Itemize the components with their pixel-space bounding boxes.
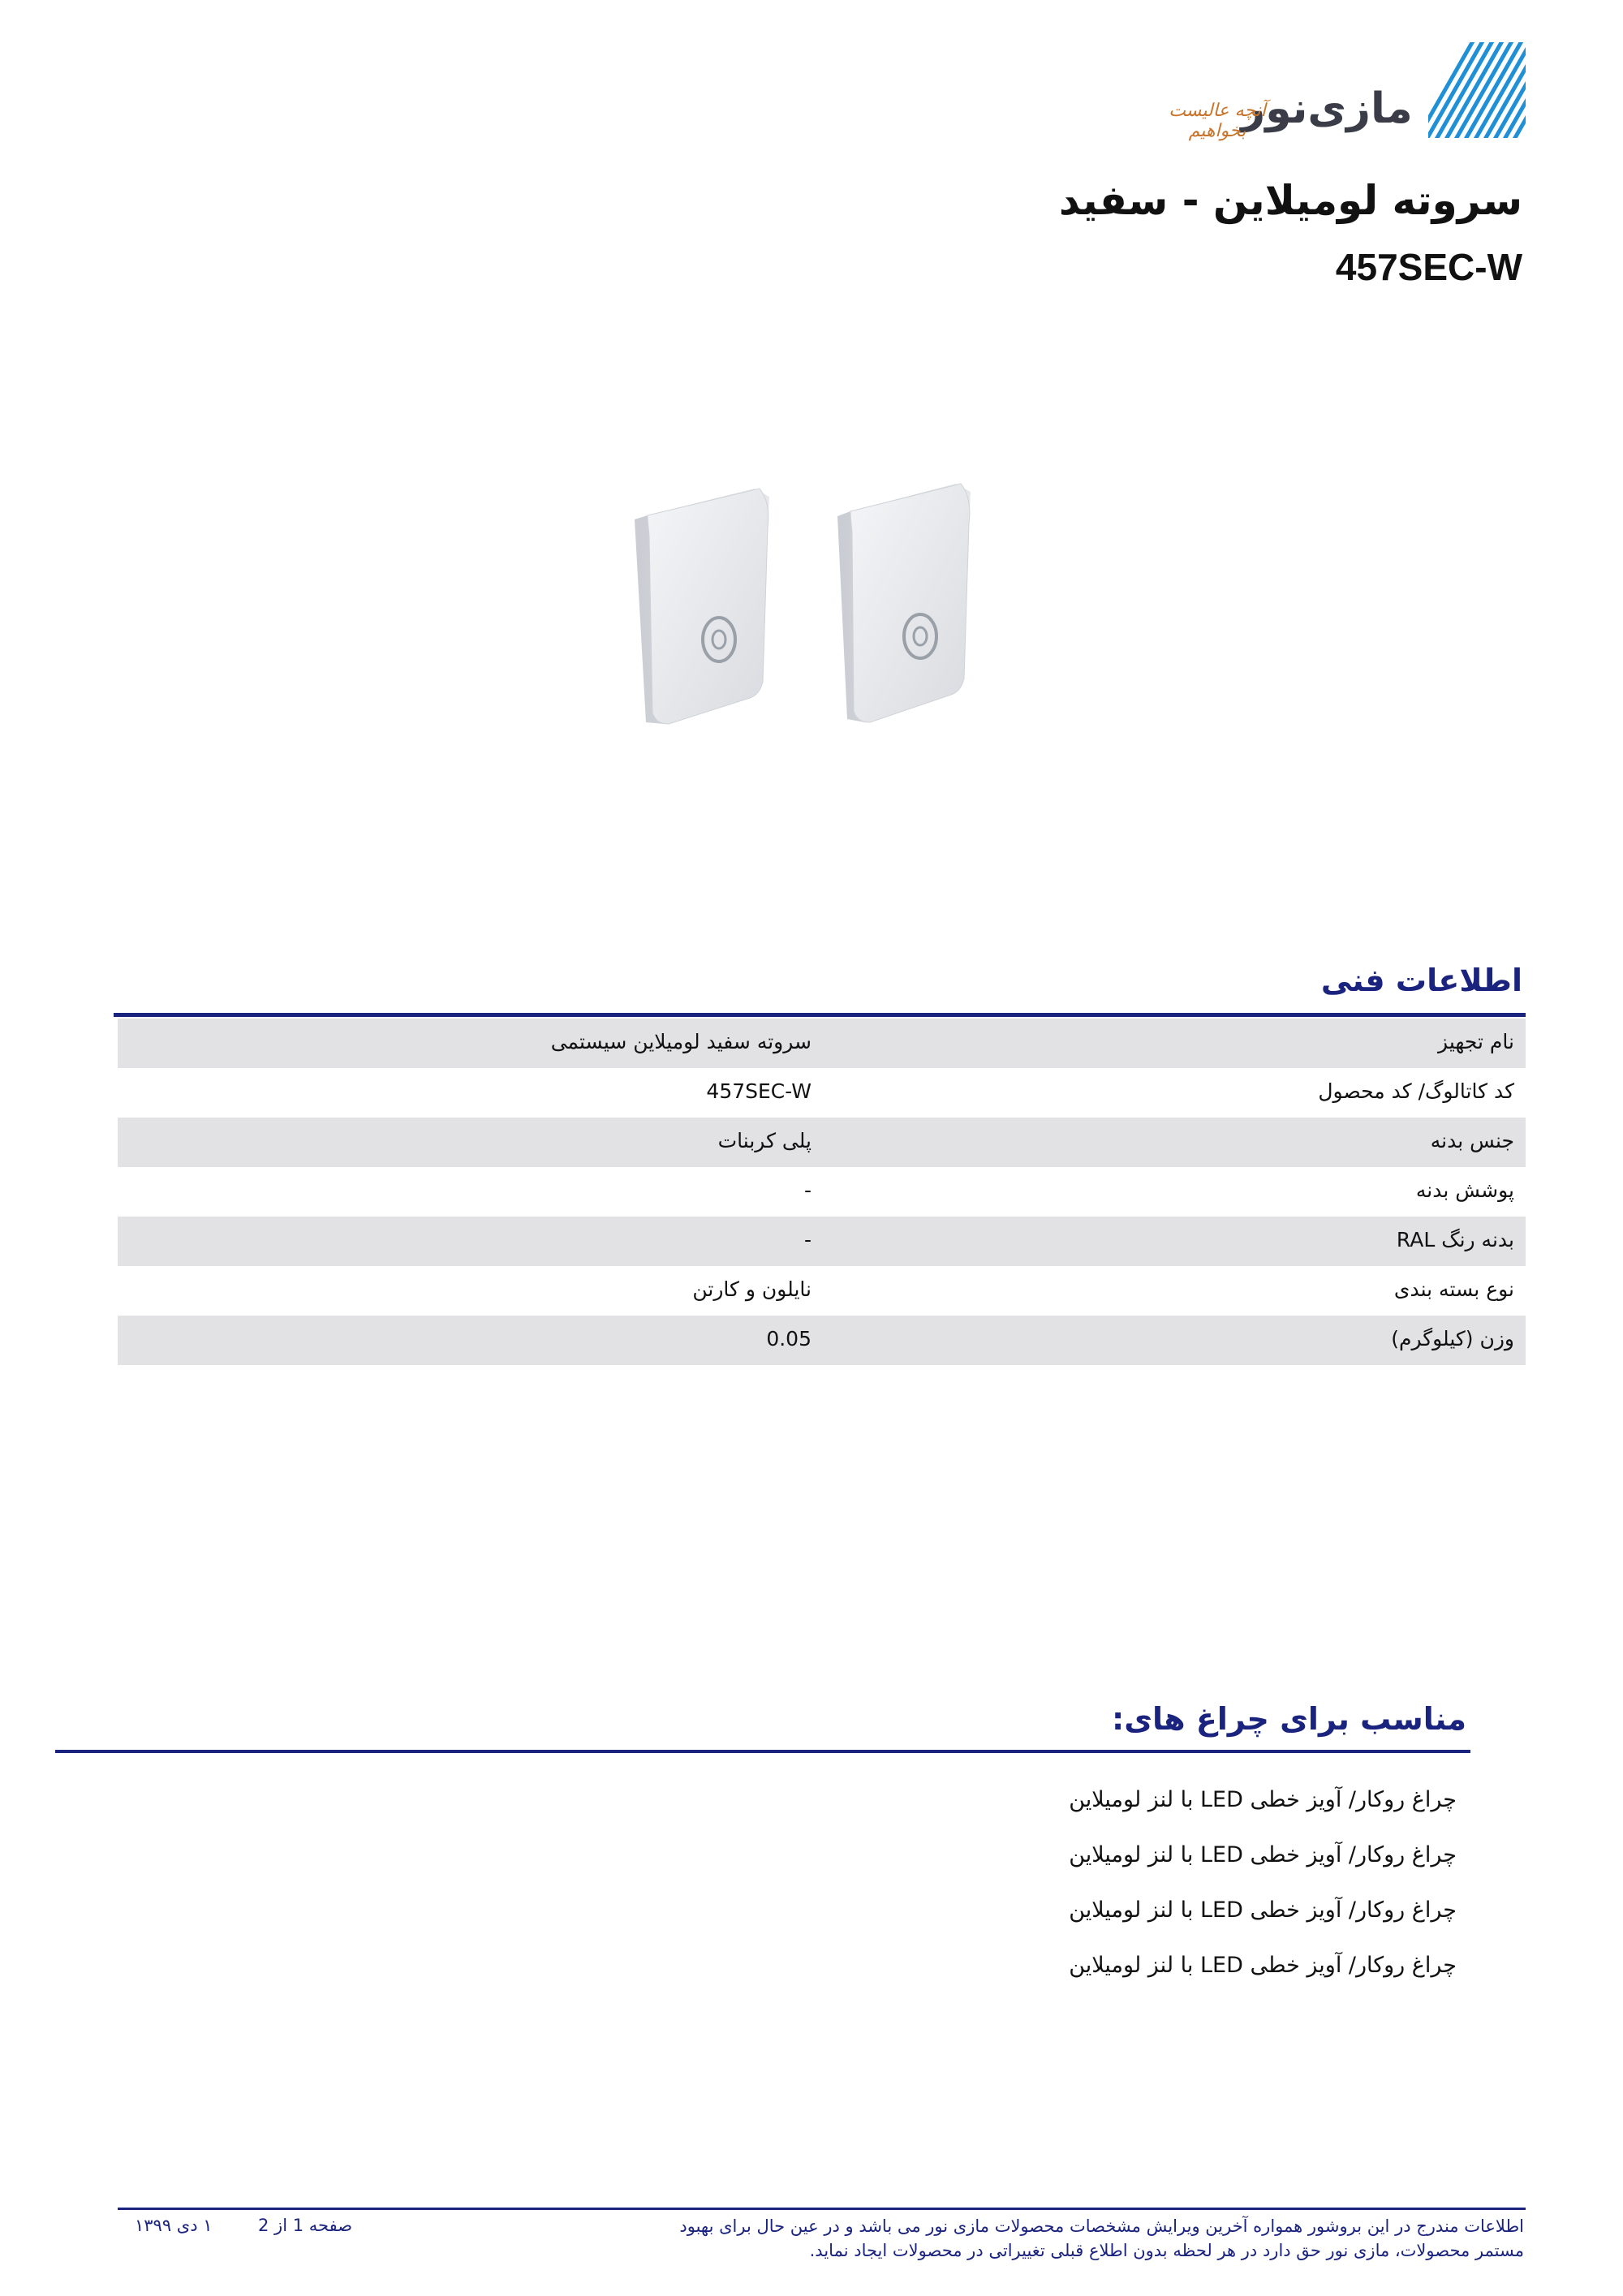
- spec-row: [118, 1068, 1526, 1118]
- spec-row: [118, 1019, 1526, 1068]
- list-item: چراغ روکار/ آویز خطی LED با لنز لومیلاین: [1069, 1898, 1457, 1923]
- spec-label: نام تجهیز: [1438, 1030, 1514, 1053]
- list-item: چراغ روکار/ آویز خطی LED با لنز لومیلاین: [1069, 1953, 1457, 1978]
- spec-row: [118, 1266, 1526, 1316]
- document-date: ۱ دی ۱۳۹۹: [135, 2216, 213, 2235]
- spec-label: جنس بدنه: [1430, 1129, 1514, 1152]
- page-number: صفحه 1 از 2: [258, 2216, 353, 2235]
- spec-row: [118, 1118, 1526, 1167]
- tech-info-divider: [114, 1013, 1526, 1017]
- product-image: [617, 438, 1022, 763]
- spec-label: نوع بسته بندی: [1393, 1277, 1514, 1301]
- page-title: سروته لومیلاین - سفید: [1058, 177, 1522, 224]
- spec-value: سروته سفید لومیلاین سیستمی: [550, 1030, 812, 1053]
- product-code: 457SEC-W: [1335, 246, 1522, 288]
- spec-label: بدنه رنگ RAL: [1396, 1228, 1514, 1251]
- end-cap-left: [635, 489, 769, 724]
- spec-value: 457SEC-W: [706, 1079, 812, 1103]
- spec-row: [118, 1167, 1526, 1217]
- spec-label: پوشش بدنه: [1415, 1178, 1514, 1202]
- spec-label: کد کاتالوگ/ کد محصول: [1318, 1079, 1514, 1103]
- brand-tagline: آنچه عالیست بخواهیم: [1169, 101, 1266, 141]
- logo-stripes-icon: [1412, 42, 1526, 140]
- suitable-list: [889, 1787, 1457, 2008]
- spec-value: -: [803, 1228, 812, 1251]
- spec-row: [118, 1316, 1526, 1365]
- spec-label: وزن (کیلوگرم): [1391, 1327, 1514, 1350]
- end-cap-right: [837, 484, 971, 722]
- suitable-divider: [55, 1750, 1470, 1753]
- spec-table: [118, 1019, 1526, 1365]
- footer-disclaimer: اطلاعات مندرج در این بروشور همواره آخرین ویرایش مشخصات محصولات مازی نور می باشد و در عین حال برای بهبود مستمر محصولات، مازی نور حق دارد در هر لحظه بدون اطلاع قبلی تغییراتی در محصولات ایجاد نماید.: [679, 2216, 1524, 2260]
- list-item: چراغ روکار/ آویز خطی LED با لنز لومیلاین: [1069, 1787, 1457, 1812]
- brand-name: مازی‌نور: [1241, 84, 1413, 133]
- spec-value: پلی کربنات: [717, 1129, 812, 1152]
- footer-divider: [118, 2208, 1526, 2210]
- spec-value: نایلون و کارتن: [692, 1277, 812, 1301]
- spec-value: 0.05: [766, 1327, 812, 1350]
- list-item: چراغ روکار/ آویز خطی LED با لنز لومیلاین: [1069, 1842, 1457, 1867]
- suitable-heading: مناسب برای چراغ های:: [1112, 1701, 1466, 1737]
- spec-value: -: [803, 1178, 812, 1202]
- tech-info-heading: اطلاعات فنی: [1320, 963, 1522, 998]
- spec-row: [118, 1217, 1526, 1266]
